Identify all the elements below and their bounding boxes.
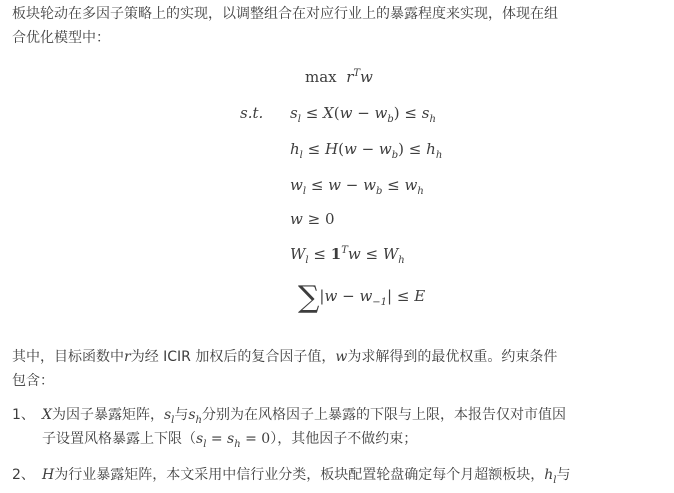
explain-text-2: 为经 ICIR 加权后的复合因子值，	[130, 349, 336, 365]
list-item: 2、 H为行业暴露矩阵，本文采用中信行业分类，板块配置轮盘确定每个月超额板块，$h_l$与	[12, 463, 664, 487]
intro-line-2: 合优化模型中：	[12, 30, 110, 46]
intro-paragraph	[12, 2, 664, 50]
explain-text-3: 为求解得到的最优权重。约束条件	[347, 349, 558, 365]
list-item: 1、 X为因子暴露矩阵，$s_l$与$s_h$分别为在风格因子上暴露的下限与上限，本报告仅对市值因 子设置风格暴露上下限$(s_l = s_h = 0)$，其他因子不做约束；	[12, 403, 664, 451]
explain-text-1: 其中，目标函数中	[12, 349, 124, 365]
explain-text-4: 包含：	[12, 373, 54, 389]
list-text: 分别为在风格因子上暴露的下限与上限，本报告仅对市值因	[202, 407, 566, 423]
constraint-total-weight: $W_l \le 1^Tw \le W_h$	[290, 245, 405, 266]
list-text: 与	[174, 407, 189, 423]
list-number: 2、	[12, 467, 35, 483]
constraint-nonnegative: w ≥ 0	[290, 210, 335, 228]
st-label: s.t.	[240, 104, 264, 122]
list-text: 与	[556, 467, 571, 483]
constraint-industry: $h_l \le H(w - w_b) \le h_h$	[290, 140, 443, 161]
list-text: ），其他因子不做约束；	[270, 431, 418, 447]
constraint-weight-deviation: $w_l \le w - w_b \le w_h$	[290, 176, 424, 197]
list-text: 为因子暴露矩阵，	[51, 407, 164, 423]
explain-var-r: r	[124, 349, 131, 365]
constraint-turnover: $\sum|w - w_{-1}| \le E$	[298, 280, 426, 315]
intro-line-1: 板块轮动在多因子策略上的实现，以调整组合在对应行业上的暴露程度来实现，体现在组	[12, 6, 558, 22]
list-number: 1、	[12, 407, 35, 423]
explain-var-w: w	[335, 349, 348, 365]
explanation-paragraph	[12, 345, 664, 393]
objective: $\max r^Tw$	[305, 68, 373, 86]
list-text: 为行业暴露矩阵，本文采用中信行业分类，板块配置轮盘确定每个月超额板块，	[54, 467, 545, 483]
constraint-style: $s_l \le X(w - w_b) \le s_h$	[290, 104, 436, 125]
list-text: 子设置风格暴露上下限（	[42, 431, 196, 447]
